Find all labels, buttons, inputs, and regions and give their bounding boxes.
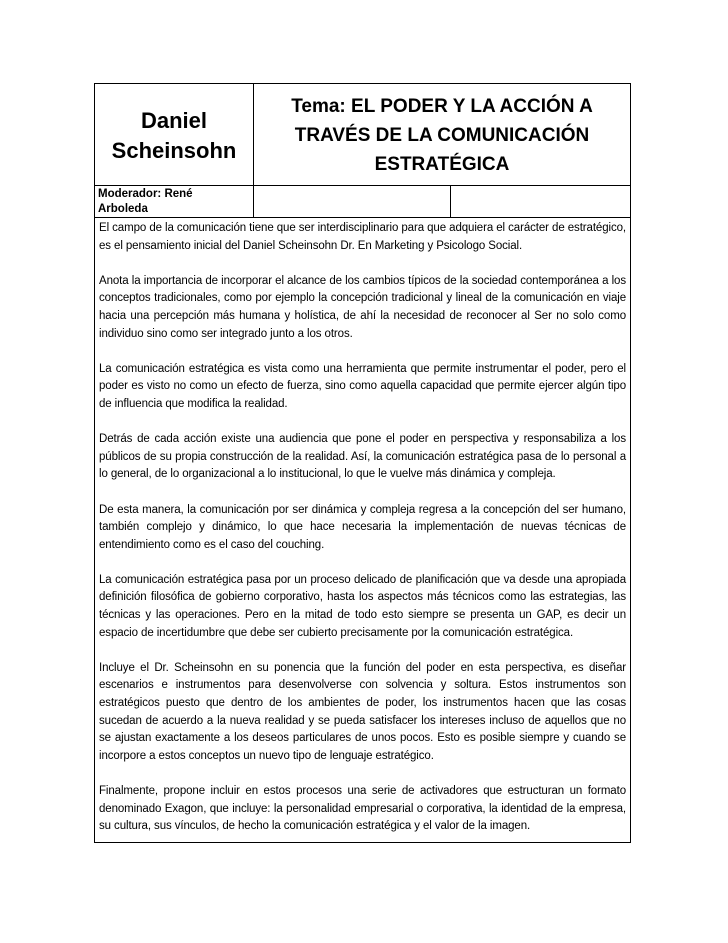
author-name-line2: Scheinsohn xyxy=(111,137,237,163)
paragraph: De esta manera, la comunicación por ser dinámica y compleja regresa a la concepción del ser humano, también complejo y dinámico, lo que hace necesaria la implementación de nuevas técnicas de entendimiento como es el caso del couching. xyxy=(99,503,626,551)
paragraph: El campo de la comunicación tiene que ser interdisciplinario para que adquiera el carácter de estratégico, es el pensamiento inicial del Daniel Scheinsohn Dr. En Marketing y Psicologo Social. xyxy=(99,222,626,252)
body-row xyxy=(95,218,631,843)
paragraph: Anota la importancia de incorporar el alcance de los cambios típicos de la sociedad contemporánea a los conceptos tradicionales, como por ejemplo la concepción tradicional y lineal de la comunicación en viaje hacia una percepción más humana y holística, de ahí la necesidad de reconocer al Ser no solo como individuo sino como ser integrado junto a los otros. xyxy=(99,274,626,340)
document-title xyxy=(254,92,630,179)
title-line3: ESTRATÉGICA xyxy=(374,154,510,175)
moderator-row xyxy=(95,186,631,218)
moderator-label-line1: Moderador: René xyxy=(98,188,193,200)
title-cell xyxy=(254,84,631,186)
paragraph: Finalmente, propone incluir en estos procesos una serie de activadores que estructuran un formato denominado Exagon, que incluye: la personalidad empresarial o corporativa, la identidad de la empresa, su cultura, sus vínculos, de hecho la comunicación estratégica y el valor de la imagen. xyxy=(99,785,626,833)
author-name xyxy=(95,104,253,166)
author-name-line1: Daniel xyxy=(140,107,208,133)
author-cell xyxy=(95,84,254,186)
document-table xyxy=(94,83,631,843)
empty-cell-1 xyxy=(254,186,451,218)
title-line2: TRAVÉS DE LA COMUNICACIÓN xyxy=(294,125,590,146)
moderator-cell xyxy=(95,186,254,218)
paragraph: La comunicación estratégica pasa por un proceso delicado de planificación que va desde una apropiada definición filosófica de gobierno corporativo, hasta los aspectos más técnicos como las estrategias, las técnicas y las operaciones. Pero en la mitad de todo esto siempre se presenta un GAP, es decir un espacio de incertidumbre que debe ser cubierto precisamente por la comunicación estratégica. xyxy=(99,573,626,639)
paragraph: Detrás de cada acción existe una audiencia que pone el poder en perspectiva y responsabiliza a los públicos de su propia construcción de la realidad. Así, la comunicación estratégica pasa de lo personal a lo general, de lo organizacional a lo institucional, lo que le vuelve más dinámica y compleja. xyxy=(99,433,626,481)
header-row xyxy=(95,84,631,186)
title-line1: Tema: EL PODER Y LA ACCIÓN A xyxy=(291,96,593,117)
moderator-label-line2: Arboleda xyxy=(98,203,148,215)
paragraph: Incluye el Dr. Scheinsohn en su ponencia que la función del poder en esta perspectiva, es diseñar escenarios e instrumentos para desenvolverse con solvencia y soltura. Estos instrumentos son estratégicos puesto que dentro de los ambientes de poder, los instrumentos hacen que las cosas sucedan de acuerdo a la nueva realidad y se pueda satisfacer los intereses incluso de aquellos que no se ajustan exactamente a los deseos particulares de unos pocos. Esto es posible siempre y cuando se incorpore a estos conceptos un nuevo tipo de lenguaje estratégico. xyxy=(99,661,626,762)
body-cell xyxy=(95,218,631,843)
paragraph: La comunicación estratégica es vista como una herramienta que permite instrumentar el poder, pero el poder es visto no como un efecto de fuerza, sino como aquella capacidad que permite ejercer algún tipo de influencia que modifica la realidad. xyxy=(99,362,626,410)
empty-cell-2 xyxy=(451,186,631,218)
